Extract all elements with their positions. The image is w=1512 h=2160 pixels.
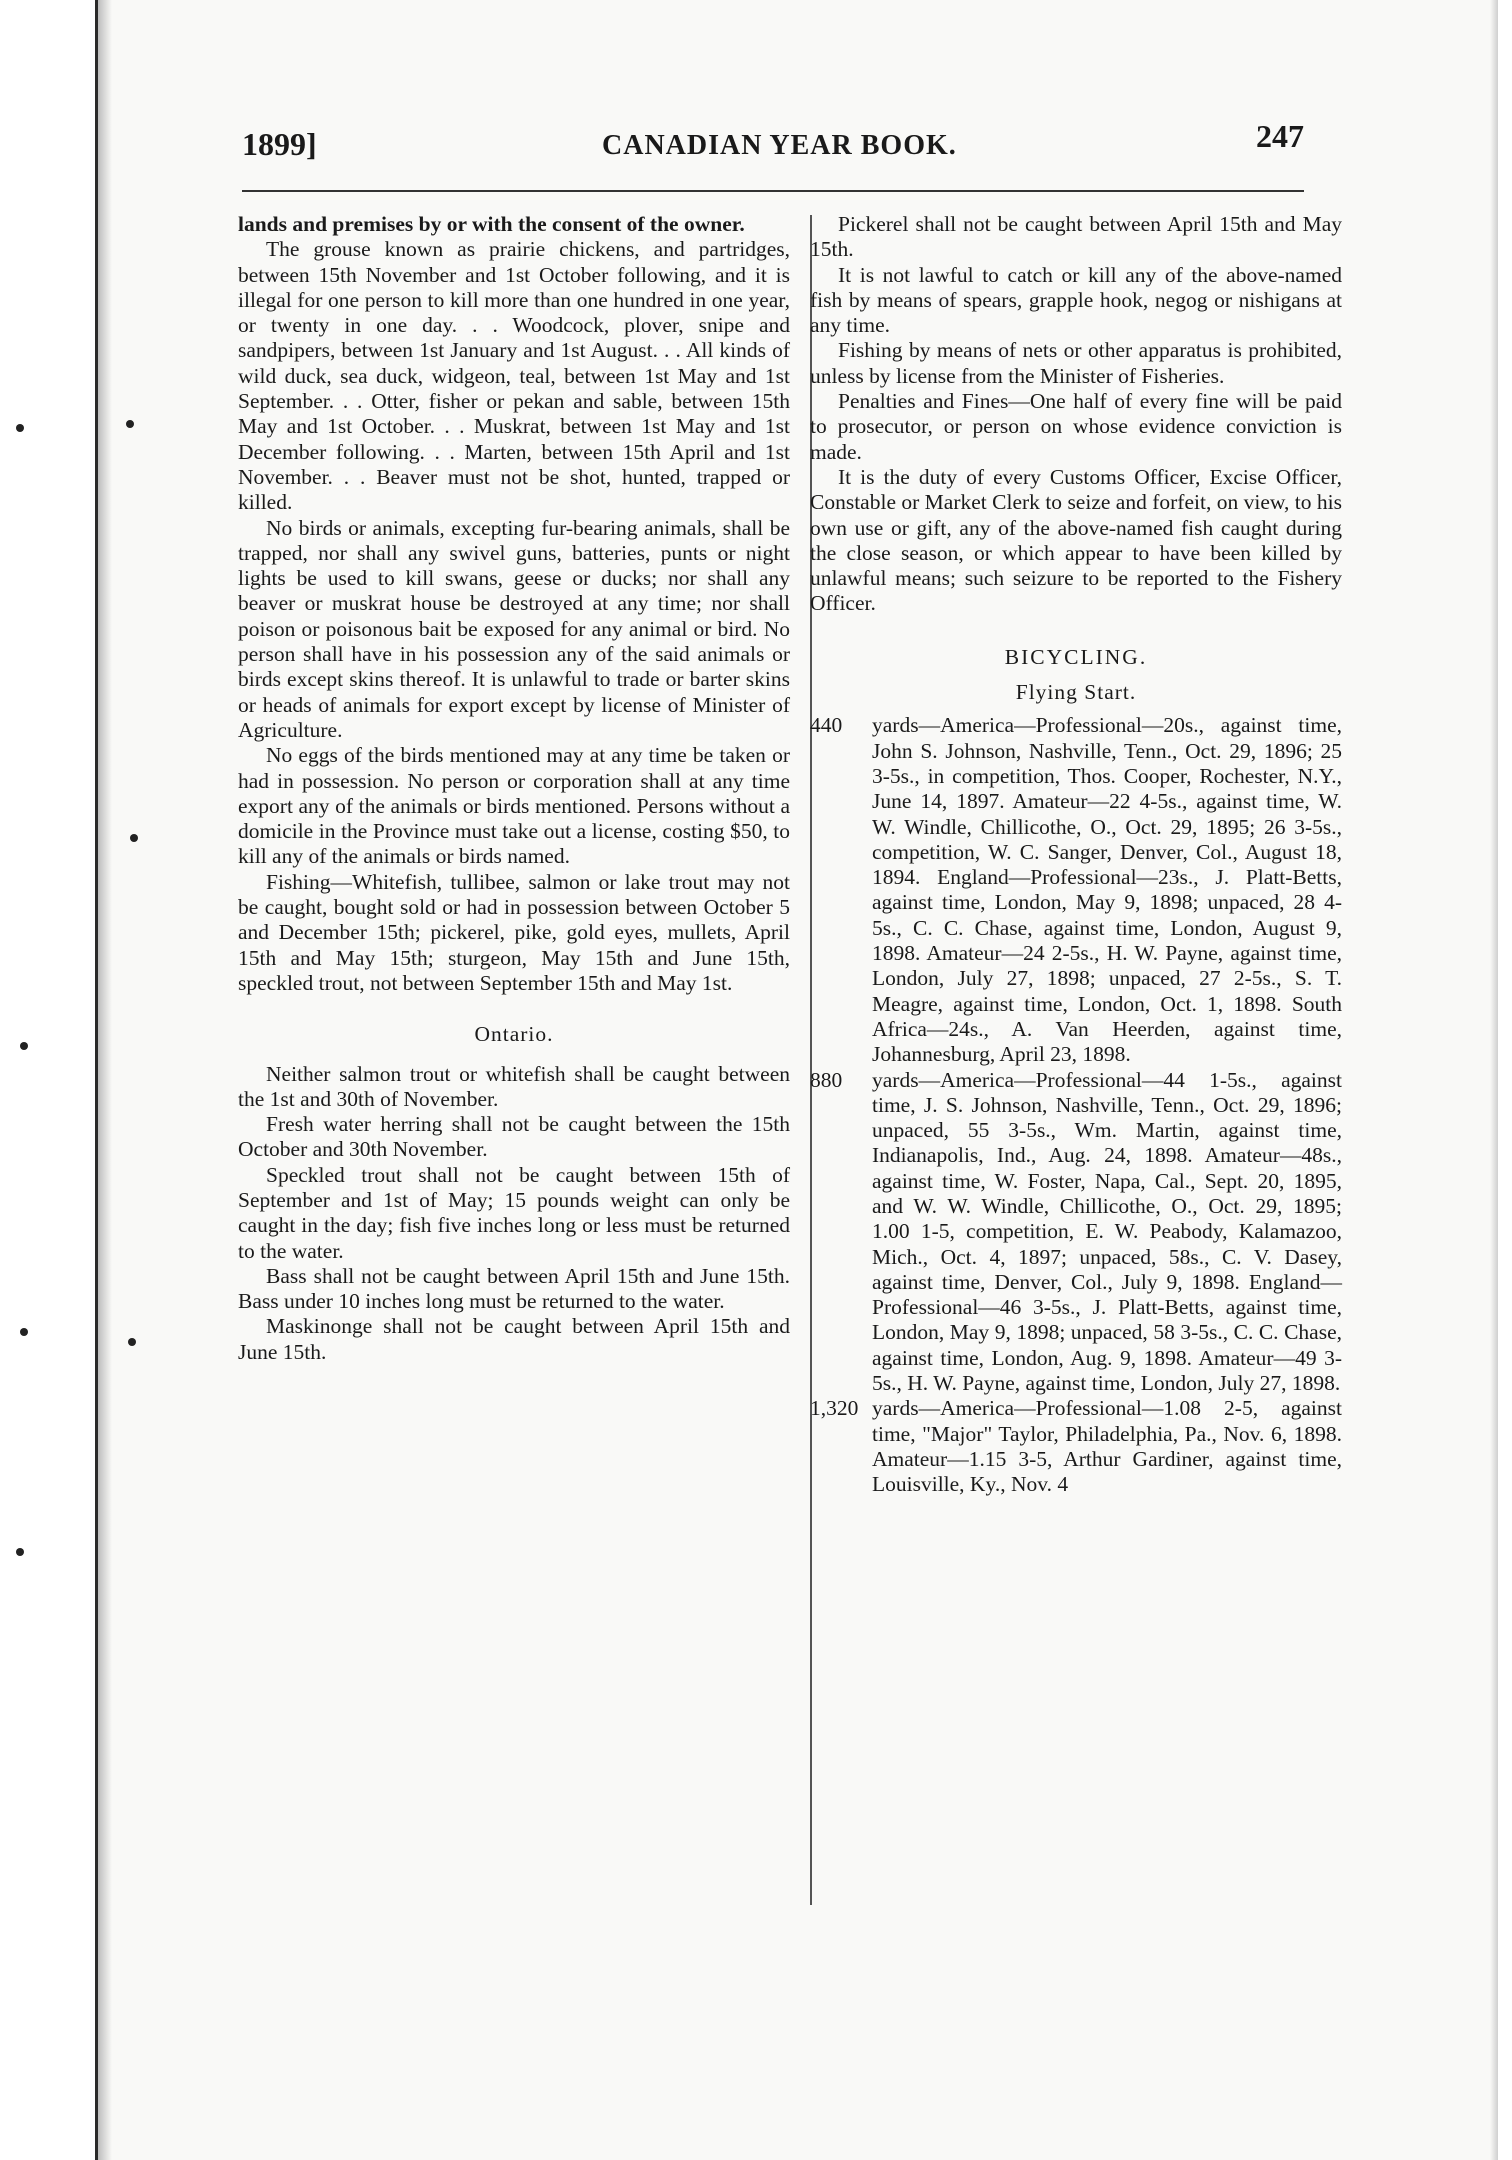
paragraph: Pickerel shall not be caught between April 15th and May 15th.	[810, 212, 1342, 262]
paragraph: Bass shall not be caught between April 15th and June 15th. Bass under 10 inches long must be returned to the water.	[238, 1263, 790, 1314]
right-column	[810, 212, 1342, 1498]
record-entry	[810, 1396, 1342, 1497]
record-distance: 880	[810, 1067, 843, 1092]
record-distance: 1,320	[810, 1396, 859, 1421]
paragraph: Maskinonge shall not be caught between April 15th and June 15th.	[238, 1314, 790, 1364]
header-year: 1899]	[242, 126, 317, 162]
paragraph: No eggs of the birds mentioned may at any time be taken or had in possession. No person or corporation shall at any time export any of the animals or birds mentioned. Persons without a domicile in the Province must take out a license, costing $50, to kill any of the animals or birds named.	[238, 743, 790, 869]
paragraph: lands and premises by or with the consent of the owner.	[238, 212, 745, 236]
margin-mark	[130, 834, 138, 842]
header-rule	[242, 190, 1304, 192]
margin-mark	[20, 1328, 28, 1336]
paragraph: The grouse known as prairie chickens, and partridges, between 15th November and 1st October following, and it is illegal for one person to kill more than one hundred in one year, or twenty in one day. . . Woodcock, plover, snipe and sandpipers, between 1st January and 1st August. . . All kinds of wild duck, sea duck, widgeon, teal, between 1st May and 1st September. . . Otter, fisher or pekan and sable, between 15th May and 1st October. . . Muskrat, between 1st May and 1st December following. . . Marten, between 15th April and 1st November. . . Beaver must not be shot, hunted, trapped or killed.	[238, 237, 790, 515]
margin-mark	[128, 1338, 136, 1346]
paragraph: Fresh water herring shall not be caught between the 15th October and 30th November.	[238, 1112, 790, 1162]
margin-mark	[16, 1548, 24, 1556]
section-heading-bicycling: BICYCLING.	[1004, 644, 1148, 669]
paragraph: Penalties and Fines—One half of every fine will be paid to prosecutor, or person on whose evidence conviction is made.	[810, 389, 1342, 464]
margin-mark	[126, 420, 134, 428]
page-edge-shadow	[1490, 0, 1498, 2160]
record-text: yards—America—Professional—1.08 2-5, against time, "Major" Taylor, Philadelphia, Pa., Nov. 6, 1898. Amateur—1.15 3-5, Arthur Gardiner, against time, Louisville, Ky., Nov. 4	[872, 1396, 1342, 1497]
margin-mark	[16, 424, 24, 432]
record-text: yards—America—Professional—20s., against time, John S. Johnson, Nashville, Tenn., Oct. 29, 1896; 25 3-5s., in competition, Thos. Cooper, Rochester, N.Y., June 14, 1897. Amateur—22 4-5s., against time, W. W. Windle, Chillicothe, O., Oct. 29, 1895; 26 3-5s., competition, W. C. Sanger, Denver, Col., August 18, 1894. England—Professional—23s., J. Platt-Betts, against time, London, May 9, 1898; unpaced, 28 4-5s., C. C. Chase, against time, London, August 9, 1898. Amateur—24 2-5s., H. W. Payne, against time, London, July 27, 1898; unpaced, 27 2-5s., S. T. Meagre, against time, London, Oct. 1, 1898. South Africa—24s., A. Van Heerden, against time, Johannesburg, April 23, 1898.	[872, 713, 1342, 1067]
paragraph: No birds or animals, excepting fur-bearing animals, shall be trapped, nor shall any swivel guns, batteries, punts or night lights be used to kill swans, geese or ducks; nor shall any beaver or muskrat house be destroyed at any time; nor shall poison or poisonous bait be exposed for any animal or bird. No person shall have in his possession any of the said animals or birds except skins thereof. It is unlawful to trade or barter skins or heads of animals for export except by license of Minister of Agriculture.	[238, 515, 790, 742]
running-header	[242, 118, 1304, 162]
paragraph: Speckled trout shall not be caught between 15th of September and 1st of May; 15 pounds weight can only be caught in the day; fish five inches long or less must be returned to the water.	[238, 1162, 790, 1263]
margin-mark	[20, 1042, 28, 1050]
record-entry	[810, 1068, 1342, 1397]
paragraph: Fishing—Whitefish, tullibee, salmon or lake trout may not be caught, bought sold or had in possession between October 5 and December 15th; pickerel, pike, gold eyes, mullets, April 15th and May 15th; sturgeon, May 15th and June 15th, speckled trout, not between September 15th and May 1st.	[238, 869, 790, 995]
section-heading-ontario: Ontario.	[474, 1022, 554, 1047]
paragraph: It is the duty of every Customs Officer, Excise Officer, Constable or Market Clerk to seize and forfeit, on view, to his own use or gift, any of the above-named fish caught during the close season, or which appear to have been killed by unlawful means; such seizure to be reported to the Fishery Officer.	[810, 464, 1342, 616]
subheading-flying-start: Flying Start.	[1015, 680, 1137, 705]
paragraph: Neither salmon trout or whitefish shall be caught between the 1st and 30th of November.	[238, 1061, 790, 1111]
page-number: 247	[1256, 118, 1304, 154]
record-entry	[810, 713, 1342, 1067]
paragraph: Fishing by means of nets or other apparatus is prohibited, unless by license from the Minister of Fisheries.	[810, 338, 1342, 388]
header-title: CANADIAN YEAR BOOK.	[602, 130, 957, 161]
left-column	[238, 212, 790, 1365]
record-distance: 440	[810, 713, 843, 738]
record-text: yards—America—Professional—44 1-5s., against time, J. S. Johnson, Nashville, Tenn., Oct. 29, 1896; unpaced, 55 3-5s., Wm. Martin, against time, Indianapolis, Ind., Aug. 24, 1898. Amateur—48s., against time, W. Foster, Napa, Cal., Sept. 20, 1895, and W. W. Windle, Chillicothe, O., Oct. 29, 1895; 1.00 1-5, competition, E. W. Peabody, Kalamazoo, Mich., Oct. 4, 1897; unpaced, 58s., C. V. Dasey, against time, Denver, Col., July 9, 1898. England—Professional—46 3-5s., J. Platt-Betts, against time, London, May 9, 1898; unpaced, 58 3-5s., C. C. Chase, against time, London, Aug. 9, 1898. Amateur—49 3-5s., H. W. Payne, against time, London, July 27, 1898.	[872, 1067, 1342, 1396]
paragraph: It is not lawful to catch or kill any of the above-named fish by means of spears, grapple hook, negog or nishigans at any time.	[810, 262, 1342, 338]
